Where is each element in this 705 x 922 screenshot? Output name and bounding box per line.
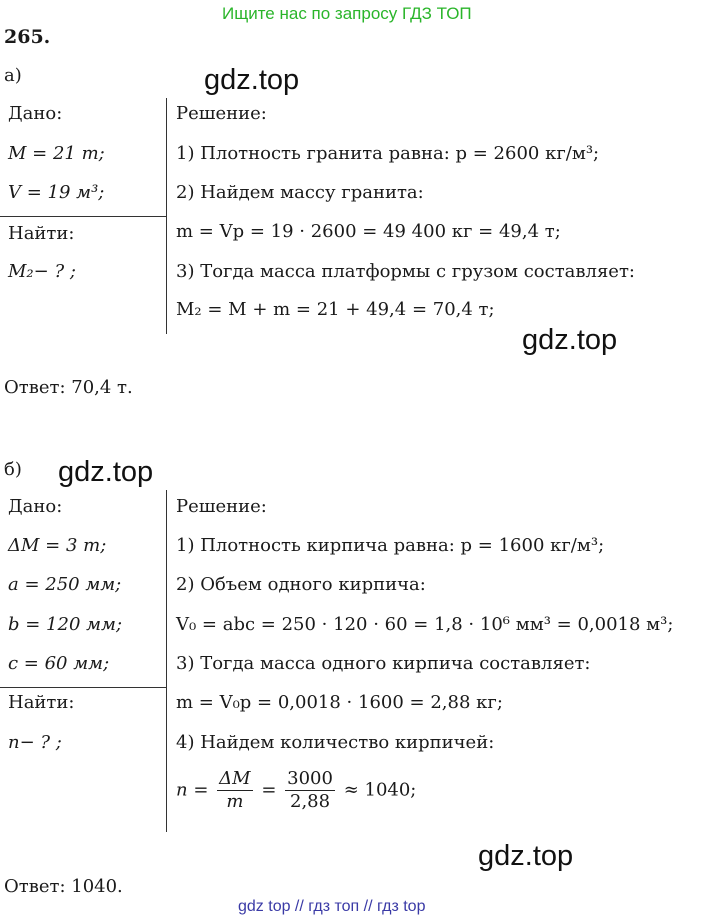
- footer-links[interactable]: gdz top // гдз топ // гдз top: [238, 898, 426, 915]
- find-title: Найти:: [8, 223, 75, 244]
- answer: Ответ: 1040.: [4, 876, 123, 897]
- solution-title: Решение:: [176, 496, 267, 517]
- solution-step: V₀ = abc = 250 · 120 · 60 = 1,8 · 10⁶ мм³ = 0,0018 м³;: [176, 614, 674, 635]
- final-equation: [176, 768, 416, 813]
- fraction-denominator: m: [226, 791, 244, 812]
- given-item: V = 19 м³;: [8, 182, 105, 203]
- answer: Ответ: 70,4 т.: [4, 377, 133, 398]
- search-banner[interactable]: Ищите нас по запросу ГДЗ ТОП: [222, 4, 472, 23]
- find-item: M₂− ? ;: [8, 261, 76, 282]
- fraction-numerator: ΔM: [219, 768, 251, 789]
- part-a-label: а): [4, 65, 22, 86]
- watermark: gdz.top: [478, 840, 574, 872]
- given-item: b = 120 мм;: [8, 614, 123, 635]
- solution-step: 3) Тогда масса платформы с грузом составляет:: [176, 261, 635, 282]
- solution-step: m = V₀p = 0,0018 · 1600 = 2,88 кг;: [176, 692, 503, 713]
- solution-step: 1) Плотность гранита равна: p = 2600 кг/м³;: [176, 143, 600, 164]
- fraction: [285, 768, 335, 813]
- final-rhs: ≈ 1040;: [343, 779, 417, 801]
- given-title: Дано:: [8, 103, 63, 124]
- solution-step: 2) Найдем массу гранита:: [176, 182, 424, 203]
- solution-step: 2) Объем одного кирпича:: [176, 574, 426, 595]
- solution-step: m = Vp = 19 · 2600 = 49 400 кг = 49,4 т;: [176, 221, 561, 242]
- solution-title: Решение:: [176, 103, 267, 124]
- final-lhs: n =: [176, 779, 209, 801]
- given-item: ΔM = 3 т;: [8, 535, 107, 556]
- solution-step: 3) Тогда масса одного кирпича составляет:: [176, 653, 591, 674]
- column-divider: [166, 490, 167, 832]
- watermark: gdz.top: [522, 324, 618, 356]
- given-item: c = 60 мм;: [8, 653, 110, 674]
- given-item: M = 21 т;: [8, 143, 105, 164]
- fraction-denominator: 2,88: [290, 791, 331, 812]
- solution-step: 1) Плотность кирпича равна: p = 1600 кг/м³;: [176, 535, 605, 556]
- given-title: Дано:: [8, 496, 63, 517]
- find-item: n− ? ;: [8, 732, 62, 753]
- watermark: gdz.top: [204, 64, 300, 96]
- fraction: [217, 768, 252, 813]
- part-b-label: б): [4, 459, 22, 480]
- problem-number: 265.: [4, 26, 51, 48]
- equals-sign: =: [261, 779, 277, 801]
- fraction-numerator: 3000: [287, 768, 333, 789]
- watermark: gdz.top: [58, 456, 154, 488]
- column-divider: [166, 98, 167, 334]
- find-title: Найти:: [8, 692, 75, 713]
- given-item: a = 250 мм;: [8, 574, 122, 595]
- divider: [0, 687, 166, 688]
- divider: [0, 216, 166, 217]
- solution-step: 4) Найдем количество кирпичей:: [176, 732, 495, 753]
- solution-step: M₂ = M + m = 21 + 49,4 = 70,4 т;: [176, 299, 495, 320]
